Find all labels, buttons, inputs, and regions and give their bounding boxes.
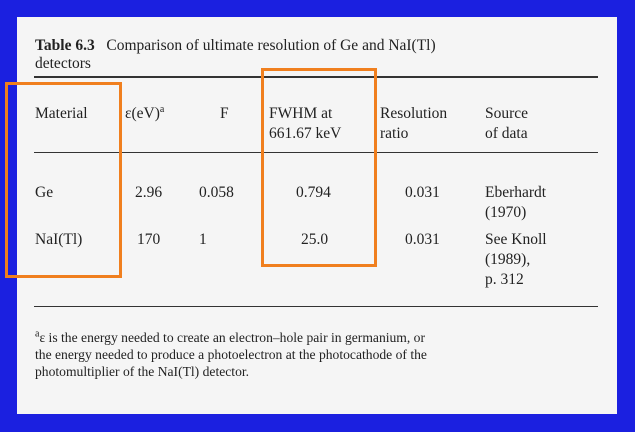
row-nai-f: 1 xyxy=(199,231,207,248)
row-nai-epsilon: 170 xyxy=(137,231,161,248)
row-nai-material: NaI(Tl) xyxy=(35,231,83,248)
header-epsilon: ε(eV)$^a$ xyxy=(125,103,165,122)
table-label: Table 6.3 xyxy=(35,37,95,54)
row-ge-source-line1: Eberhardt xyxy=(485,184,547,201)
row-ge-source-line2: (1970) xyxy=(485,204,527,221)
row-ge-material: Ge xyxy=(35,184,54,201)
header-f: F xyxy=(220,105,229,122)
footnote-line2: the energy needed to produce a photoelectron at the photocathode of the xyxy=(35,347,427,362)
row-ge-resolution: 0.031 xyxy=(405,184,440,201)
table-footnote: $^a$ε is the energy needed to create an electron–hole pair in germanium, or the energy needed to produce a photoelectron at the photocathode of the photomultiplier of the NaI(Tl) detector. xyxy=(35,328,427,379)
header-resolution-line2: ratio xyxy=(380,125,409,142)
header-material: Material xyxy=(35,105,88,122)
material-column-highlight xyxy=(5,82,122,278)
header-source-line1: Source xyxy=(485,105,529,122)
row-nai-source-line1: See Knoll xyxy=(485,231,547,248)
table-title-line2: detectors xyxy=(35,55,91,72)
bottom-rule xyxy=(34,306,598,307)
header-resolution-line1: Resolution xyxy=(380,105,448,122)
row-nai-source-line3: p. 312 xyxy=(485,271,524,288)
row-ge-f: 0.058 xyxy=(199,184,234,201)
row-nai-resolution: 0.031 xyxy=(405,231,440,248)
footnote-line3: photomultiplier of the NaI(Tl) detector. xyxy=(35,364,250,379)
header-fwhm-line1: FWHM at xyxy=(269,105,333,122)
footnote-line1: ε is the energy needed to create an electron–hole pair in germanium, or xyxy=(39,330,426,345)
header-fwhm-line2: 661.67 keV xyxy=(269,125,342,142)
header-source-line2: of data xyxy=(485,125,528,142)
row-ge-epsilon: 2.96 xyxy=(135,184,163,201)
row-ge-fwhm: 0.794 xyxy=(296,184,331,201)
row-nai-fwhm: 25.0 xyxy=(301,231,329,248)
fwhm-column-highlight xyxy=(261,68,377,267)
row-nai-source-line2: (1989), xyxy=(485,251,531,268)
table-title-line1: Comparison of ultimate resolution of Ge and NaI(Tl) xyxy=(106,37,436,54)
